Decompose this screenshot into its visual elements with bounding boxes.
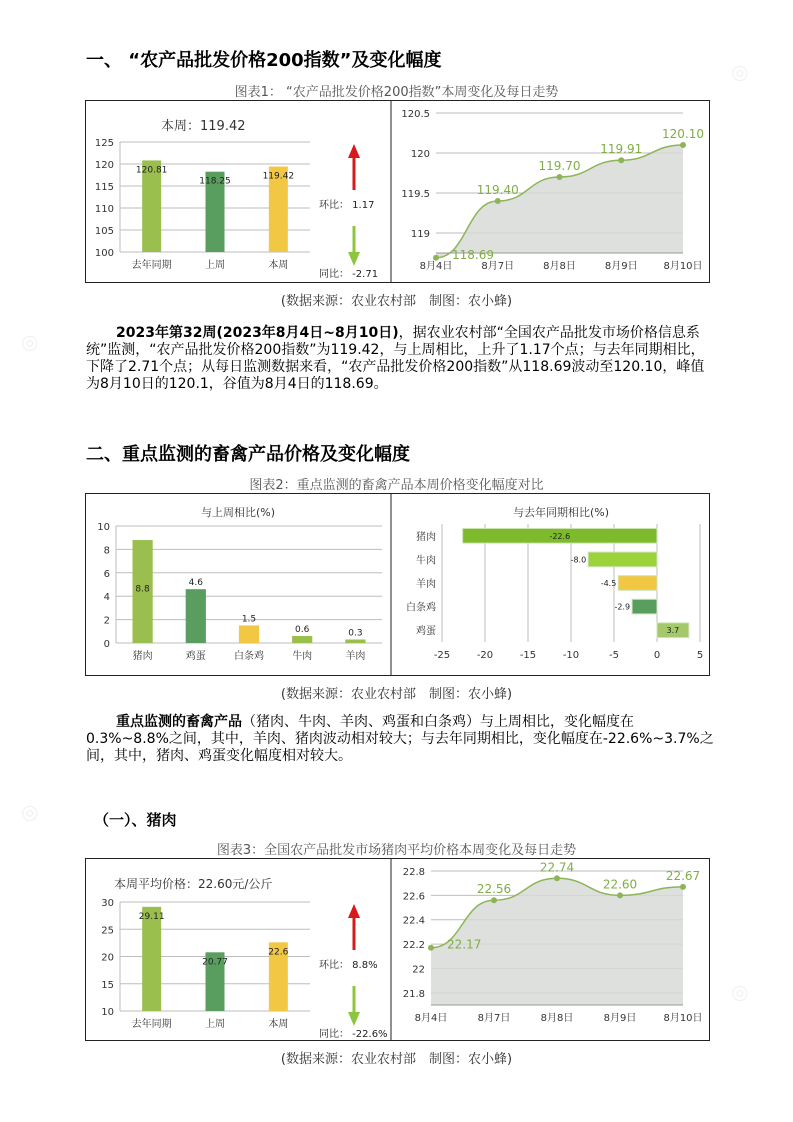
up-arrow-head-icon [348,904,360,918]
data-point [495,198,501,204]
y-tick-label: 22.4 [402,915,425,927]
data-point [680,142,686,148]
y-tick-label: 6 [103,568,110,580]
section2-paragraph-bold: 重点监测的畜禽产品 [116,714,242,730]
section1-paragraph-text: ，据农业农村部“全国农产品批发市场价格信息系统”监测，“农产品批发价格200指数”为119.42，与上周相比，上升了1.17个点；与去年同期相比，下降了2.71个点；从每日监测数据来看，“农产品批发价格200指数”从118.69波动至120.10，峰值为8月10日的120.1，谷值为8月4日的118.69。 [86,325,705,392]
data-label: -8.0 [570,555,587,565]
data-point [491,897,497,903]
y-tick-label: 15 [101,979,114,991]
data-label: 1.5 [241,614,257,625]
chart3-source: (数据来源：农业农村部 制图：农小蜂) [280,1052,513,1067]
watermark: ◎ [14,327,44,357]
y-tick-label: 4 [103,592,110,604]
chart3-frame [85,858,710,1041]
x-tick-label: 8月4日 [414,1013,448,1024]
bar [632,599,657,614]
y-tick-label: 105 [94,226,114,237]
y-tick-label: 120 [94,160,114,171]
data-label: 119.70 [538,159,581,173]
mom-label: 环比： 8.8% [319,960,378,971]
data-point [557,174,563,180]
y-tick-label: 10 [97,522,110,533]
data-label: 119.40 [476,183,519,197]
x-tick-label: 白条鸡 [234,651,264,662]
data-label: -2.9 [614,602,631,612]
data-label: 22.67 [665,868,701,883]
mom-label: 环比： 1.17 [319,200,375,211]
data-label: 4.6 [188,578,203,589]
section1-heading: 一、 “农产品批发价格200指数”及变化幅度 [86,50,442,71]
y-tick-label: 21.8 [402,988,425,1000]
section1-paragraph [86,325,714,393]
x-tick-label: 8月9日 [604,261,638,272]
watermark: ◎ [724,977,754,1007]
section2-heading: 二、重点监测的畜禽产品价格及变化幅度 [86,444,410,465]
data-point [554,875,560,881]
y-tick-label: 120.5 [401,109,430,120]
y-tick-label: 牛肉 [416,555,436,567]
watermark: ◎ [724,57,754,87]
x-tick-label: 去年同期 [131,1019,172,1030]
chart2-caption: 图表2：重点监测的畜禽产品本周价格变化幅度对比 [249,478,544,493]
data-label: 22.60 [602,877,638,892]
data-label: 120.81 [135,165,168,176]
y-tick-label: 22.8 [402,867,425,878]
x-tick-label: -5 [609,650,619,661]
x-tick-label: 5 [696,650,704,661]
chart1-svg [86,101,709,282]
x-tick-label: 8月10日 [663,1013,703,1024]
chart2-frame [85,493,710,676]
x-tick-label: -25 [433,650,451,661]
data-point [618,157,624,163]
data-label: 0.3 [348,628,363,639]
chart-title: 与去年同期相比(%) [512,506,610,519]
data-label: 3.7 [666,626,680,636]
data-label: 119.42 [262,171,295,182]
data-label: 22.56 [476,882,512,897]
y-tick-label: 猪肉 [416,531,436,543]
y-tick-label: 10 [101,1007,114,1018]
chart1-frame [85,100,710,283]
y-tick-label: 鸡蛋 [416,626,436,638]
x-tick-label: 8月10日 [663,261,703,272]
x-tick-label: 鸡蛋 [185,651,206,662]
up-arrow-head-icon [348,144,360,158]
x-tick-label: 0 [653,650,661,661]
data-label: 22.17 [447,937,482,952]
section1-paragraph-bold: 2023年第32周(2023年8月4日~8月10日) [116,325,399,341]
x-tick-label: 去年同期 [131,260,172,271]
down-arrow-head-icon [348,1012,360,1026]
x-tick-label: 8月7日 [477,1013,511,1024]
data-label: 119.91 [600,142,643,157]
chart3-svg [86,859,709,1040]
x-tick-label: 上周 [205,1019,225,1030]
data-label: -22.6 [549,531,571,541]
chart3-caption: 图表3：全国农产品批发市场猪肉平均价格本周变化及每日走势 [216,843,577,858]
y-tick-label: 115 [94,182,114,193]
x-tick-label: 8月8日 [540,1013,574,1024]
x-tick-label: -20 [476,650,494,661]
section3-heading: （一）、猪肉 [94,811,177,829]
chart-title: 本周：119.42 [161,119,246,134]
data-label: -4.5 [600,579,617,588]
chart1-caption: 图表1： “农产品批发价格200指数”本周变化及每日走势 [234,85,559,100]
data-point [428,945,434,951]
chart-title: 本周平均价格：22.60元/公斤 [114,877,273,891]
x-tick-label: 8月7日 [481,261,515,272]
bar [239,625,259,643]
y-tick-label: 110 [94,204,114,215]
bar [186,589,206,643]
data-label: 22.74 [539,860,575,875]
x-tick-label: 上周 [205,260,225,271]
bar [618,576,657,591]
y-tick-label: 119 [410,229,430,240]
y-tick-label: 25 [101,925,114,937]
bar [142,907,161,1011]
data-label: 22.6 [268,947,289,958]
x-tick-label: 牛肉 [292,651,313,662]
x-tick-label: 8月9日 [603,1013,637,1024]
chart2-svg [86,494,709,675]
watermark: ◎ [14,797,44,827]
data-label: 0.6 [295,624,310,635]
y-tick-label: 8 [103,545,110,557]
data-point [433,255,439,261]
y-tick-label: 2 [103,615,110,627]
bar [588,552,657,567]
x-tick-label: 8月8日 [543,261,576,272]
bar [345,639,365,643]
x-tick-label: -15 [519,650,537,661]
y-tick-label: 22.6 [402,891,425,903]
data-label: 120.10 [662,127,704,141]
y-tick-label: 22.2 [402,940,425,952]
y-tick-label: 125 [94,138,114,149]
x-tick-label: 本周 [268,260,289,271]
data-label: 20.77 [202,957,228,968]
data-label: 118.69 [452,247,494,262]
y-tick-label: 30 [101,898,114,909]
data-point [617,892,623,898]
x-tick-label: 本周 [268,1019,289,1030]
x-tick-label: 猪肉 [132,651,153,662]
chart-title: 与上周相比(%) [200,506,276,519]
y-tick-label: 白条鸡 [406,602,436,614]
x-tick-label: 羊肉 [345,651,366,662]
data-point [680,884,686,890]
y-tick-label: 0 [103,639,110,650]
data-label: 118.25 [199,176,231,187]
y-tick-label: 20 [101,952,114,964]
data-label: 8.8 [135,584,150,595]
chart1-source: (数据来源：农业农村部 制图：农小蜂) [280,294,513,309]
chart2-source: (数据来源：农业农村部 制图：农小蜂) [280,687,513,702]
y-tick-label: 羊肉 [416,579,436,590]
yoy-label: 同比： -2.71 [319,269,379,280]
bar [292,636,312,643]
section2-paragraph-text: （猪肉、牛肉、羊肉、鸡蛋和白条鸡）与上周相比，变化幅度在0.3%~8.8%之间，其中，羊肉、猪肉波动相对较大；与去年同期相比，变化幅度在-22.6%~3.7%之间，其中，猪肉、鸡蛋变化幅度相对较大。 [86,714,714,764]
y-tick-label: 119.5 [401,189,430,200]
section2-paragraph [86,714,714,765]
x-tick-label: 8月4日 [419,261,453,272]
y-tick-label: 120 [410,149,430,160]
data-label: 29.11 [138,911,165,922]
yoy-label: 同比： -22.6% [319,1029,388,1040]
y-tick-label: 22 [412,964,425,976]
x-tick-label: -10 [562,650,580,661]
y-tick-label: 100 [94,248,114,259]
down-arrow-head-icon [348,252,360,266]
